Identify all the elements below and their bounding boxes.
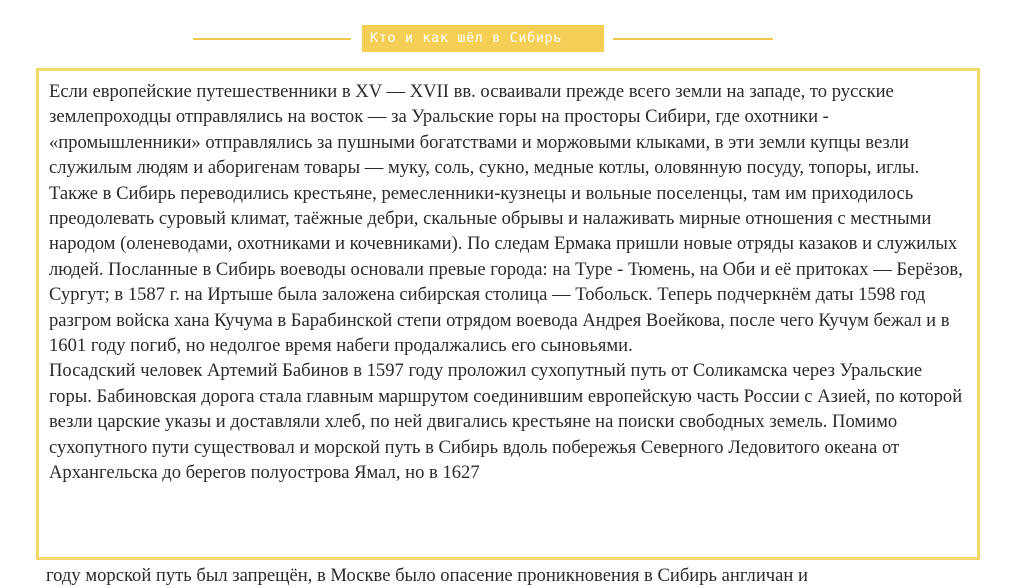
body-text <box>49 79 969 486</box>
paragraph-1: Если европейские путешественники в XV — XVII вв. осваивали прежде всего земли на западе, то русские землепроходцы отправлялись на восток — за Уральские горы на просторы Сибири, где охотники - «промышленники» отправлялись за пушными богатствами и моржовыми клыками, в эти земли купцы везли служилым людям и аборигенам товары — муку, соль, сукно, медные котлы, оловянную посуду, топоры, иглы. Также в Сибирь переводились крестьяне, ремесленники-кузнецы и вольные поселенцы, там им приходилось преодолевать суровый климат, таёжные дебри, скальные обрывы и налаживать мирные отношения с местными народом (оленеводами, охотниками и кочевниками). По следам Ермака пришли новые отряды казаков и служилых людей. Посланные в Сибирь воеводы основали превые города: на Туре - Тюмень, на Оби и её притоках — Берёзов, Сургут; в 1587 г. на Иртыше была заложена сибирская столица — Тобольск. Теперь подчеркнём даты 1598 год разгром войска хана Кучума в Барабинской степи отрядом воевода Андрея Воейкова, после чего Кучум бежал и в 1601 году погиб, но недолгое время набеги продалжались его сыновьями. <box>49 81 963 357</box>
text-frame <box>36 68 980 560</box>
slide-title: Кто и как шёл в Сибирь <box>370 30 563 46</box>
cut-off-text-line: году морской путь был запрещён, в Москве было опасение проникновения в Сибирь англичан и <box>46 565 808 586</box>
slide-title-banner <box>362 25 604 52</box>
paragraph-2: Посадский человек Артемий Бабинов в 1597 году проложил сухопутный путь от Соликамска через Уральские горы. Бабиновская дорога стала главным маршрутом соединившим европейскую часть России с Азией, по которой везли царские указы и доставляли хлеб, по ней двигались крестьяне на поиски свободных земель. Помимо сухопутного пути существовал и морской путь в Сибирь вдоль побережья Северного Ледовитого океана от Архангельска до берегов полуострова Ямал, но в 1627 <box>49 360 963 484</box>
title-rule-left <box>193 38 351 40</box>
title-rule-right <box>613 38 773 40</box>
